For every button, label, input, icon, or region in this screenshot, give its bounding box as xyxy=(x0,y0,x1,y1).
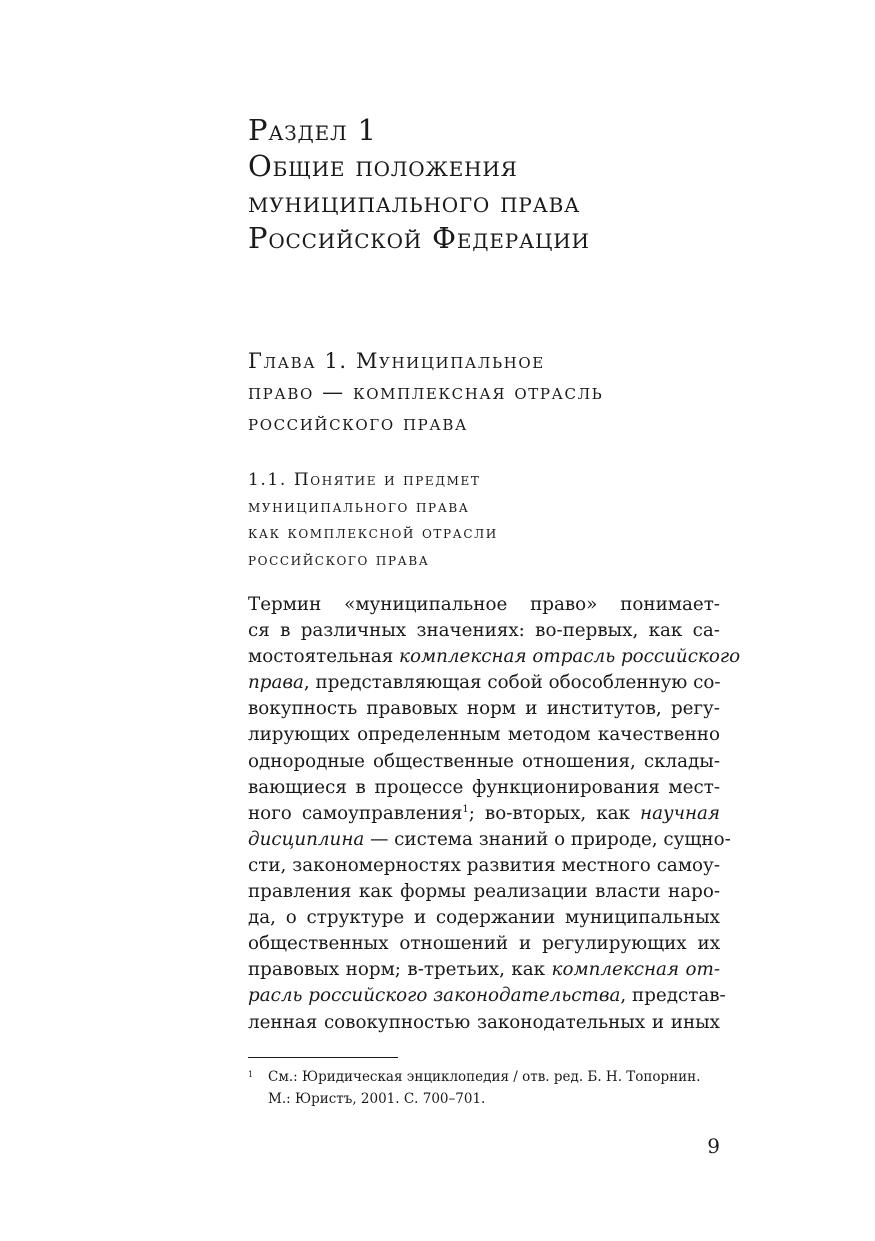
body-line xyxy=(248,983,726,1009)
body-text-run: ; во-вторых, как xyxy=(468,802,641,824)
footnote-divider xyxy=(248,1057,398,1058)
italic-term: дисциплина xyxy=(248,828,365,850)
body-line: вокупность правовых норм и институтов, регу- xyxy=(248,698,720,720)
italic-term: расль российского законодательства xyxy=(248,985,621,1007)
italic-term: научная xyxy=(640,802,720,824)
body-line: лирующих определенным методом качественно xyxy=(248,724,720,746)
body-text-run: ного самоуправления xyxy=(248,802,463,824)
footnote-line: См.: Юридическая энциклопедия / отв. ред. Б. Н. Топорнин. xyxy=(268,1069,701,1085)
body-text-run: , представляющая собой обособленную со- xyxy=(303,672,721,694)
chapter-heading-line: Глава 1. Муниципальное xyxy=(248,349,545,373)
body-line xyxy=(248,644,741,670)
subsection-heading-line: 1.1. Понятие и предмет xyxy=(248,470,481,490)
subsection-heading-line: муниципального права xyxy=(248,496,470,517)
body-line: ленная совокупностью законодательных и иных xyxy=(248,1011,720,1033)
subsection-heading-line: как комплексной отрасли xyxy=(248,523,498,543)
italic-term: комплексная отрасль российского xyxy=(399,646,741,668)
body-line: вающиеся в процессе функционирования мест- xyxy=(248,776,720,798)
body-text-run: правовых норм; в-третьих, как xyxy=(248,959,552,981)
body-line xyxy=(248,670,720,696)
page-number: 9 xyxy=(707,1134,720,1158)
body-line: ся в различных значениях: во-первых, как са- xyxy=(248,620,720,642)
body-line: сти, закономерностях развития местного самоу- xyxy=(248,854,720,876)
section-heading-line: Раздел 1 xyxy=(248,113,377,147)
chapter-heading-line: российского права xyxy=(248,411,468,435)
footnote-mark: 1 xyxy=(248,1070,254,1079)
body-line: правления как формы реализации власти наро- xyxy=(248,881,720,903)
section-heading-line: Российской Федерации xyxy=(248,221,590,255)
body-text-run: — система знаний о природе, сущно- xyxy=(364,828,731,850)
footnote xyxy=(248,1066,720,1110)
body-line: Термин «муниципальное право» понимает- xyxy=(248,594,720,615)
body-line: общественных отношений и регулирующих их xyxy=(248,933,720,955)
body-line: да, о структуре и содержании муниципальных xyxy=(248,907,720,929)
italic-term: комплексная от- xyxy=(551,959,721,981)
body-line xyxy=(248,801,720,827)
italic-term: права xyxy=(248,672,304,694)
body-line xyxy=(248,827,731,853)
book-page xyxy=(248,0,741,1241)
chapter-heading-line: право — комплексная отрасль xyxy=(248,380,604,404)
subsection-heading xyxy=(248,467,720,573)
section-heading-line: муниципального права xyxy=(248,185,581,219)
chapter-heading xyxy=(248,346,720,439)
subsection-heading-line: российского права xyxy=(248,549,430,570)
body-text-run: мостоятельная xyxy=(248,646,400,668)
body-text-run: , представ- xyxy=(620,985,726,1007)
footnote-line: М.: Юристъ, 2001. С. 700–701. xyxy=(268,1091,486,1107)
footnote-reference[interactable]: 1 xyxy=(462,803,469,815)
section-heading xyxy=(248,112,720,256)
body-line xyxy=(248,957,720,983)
body-line: однородные общественные отношения, склады- xyxy=(248,750,720,772)
section-heading-line: Общие положения xyxy=(248,149,518,183)
body-paragraph xyxy=(248,592,741,1036)
